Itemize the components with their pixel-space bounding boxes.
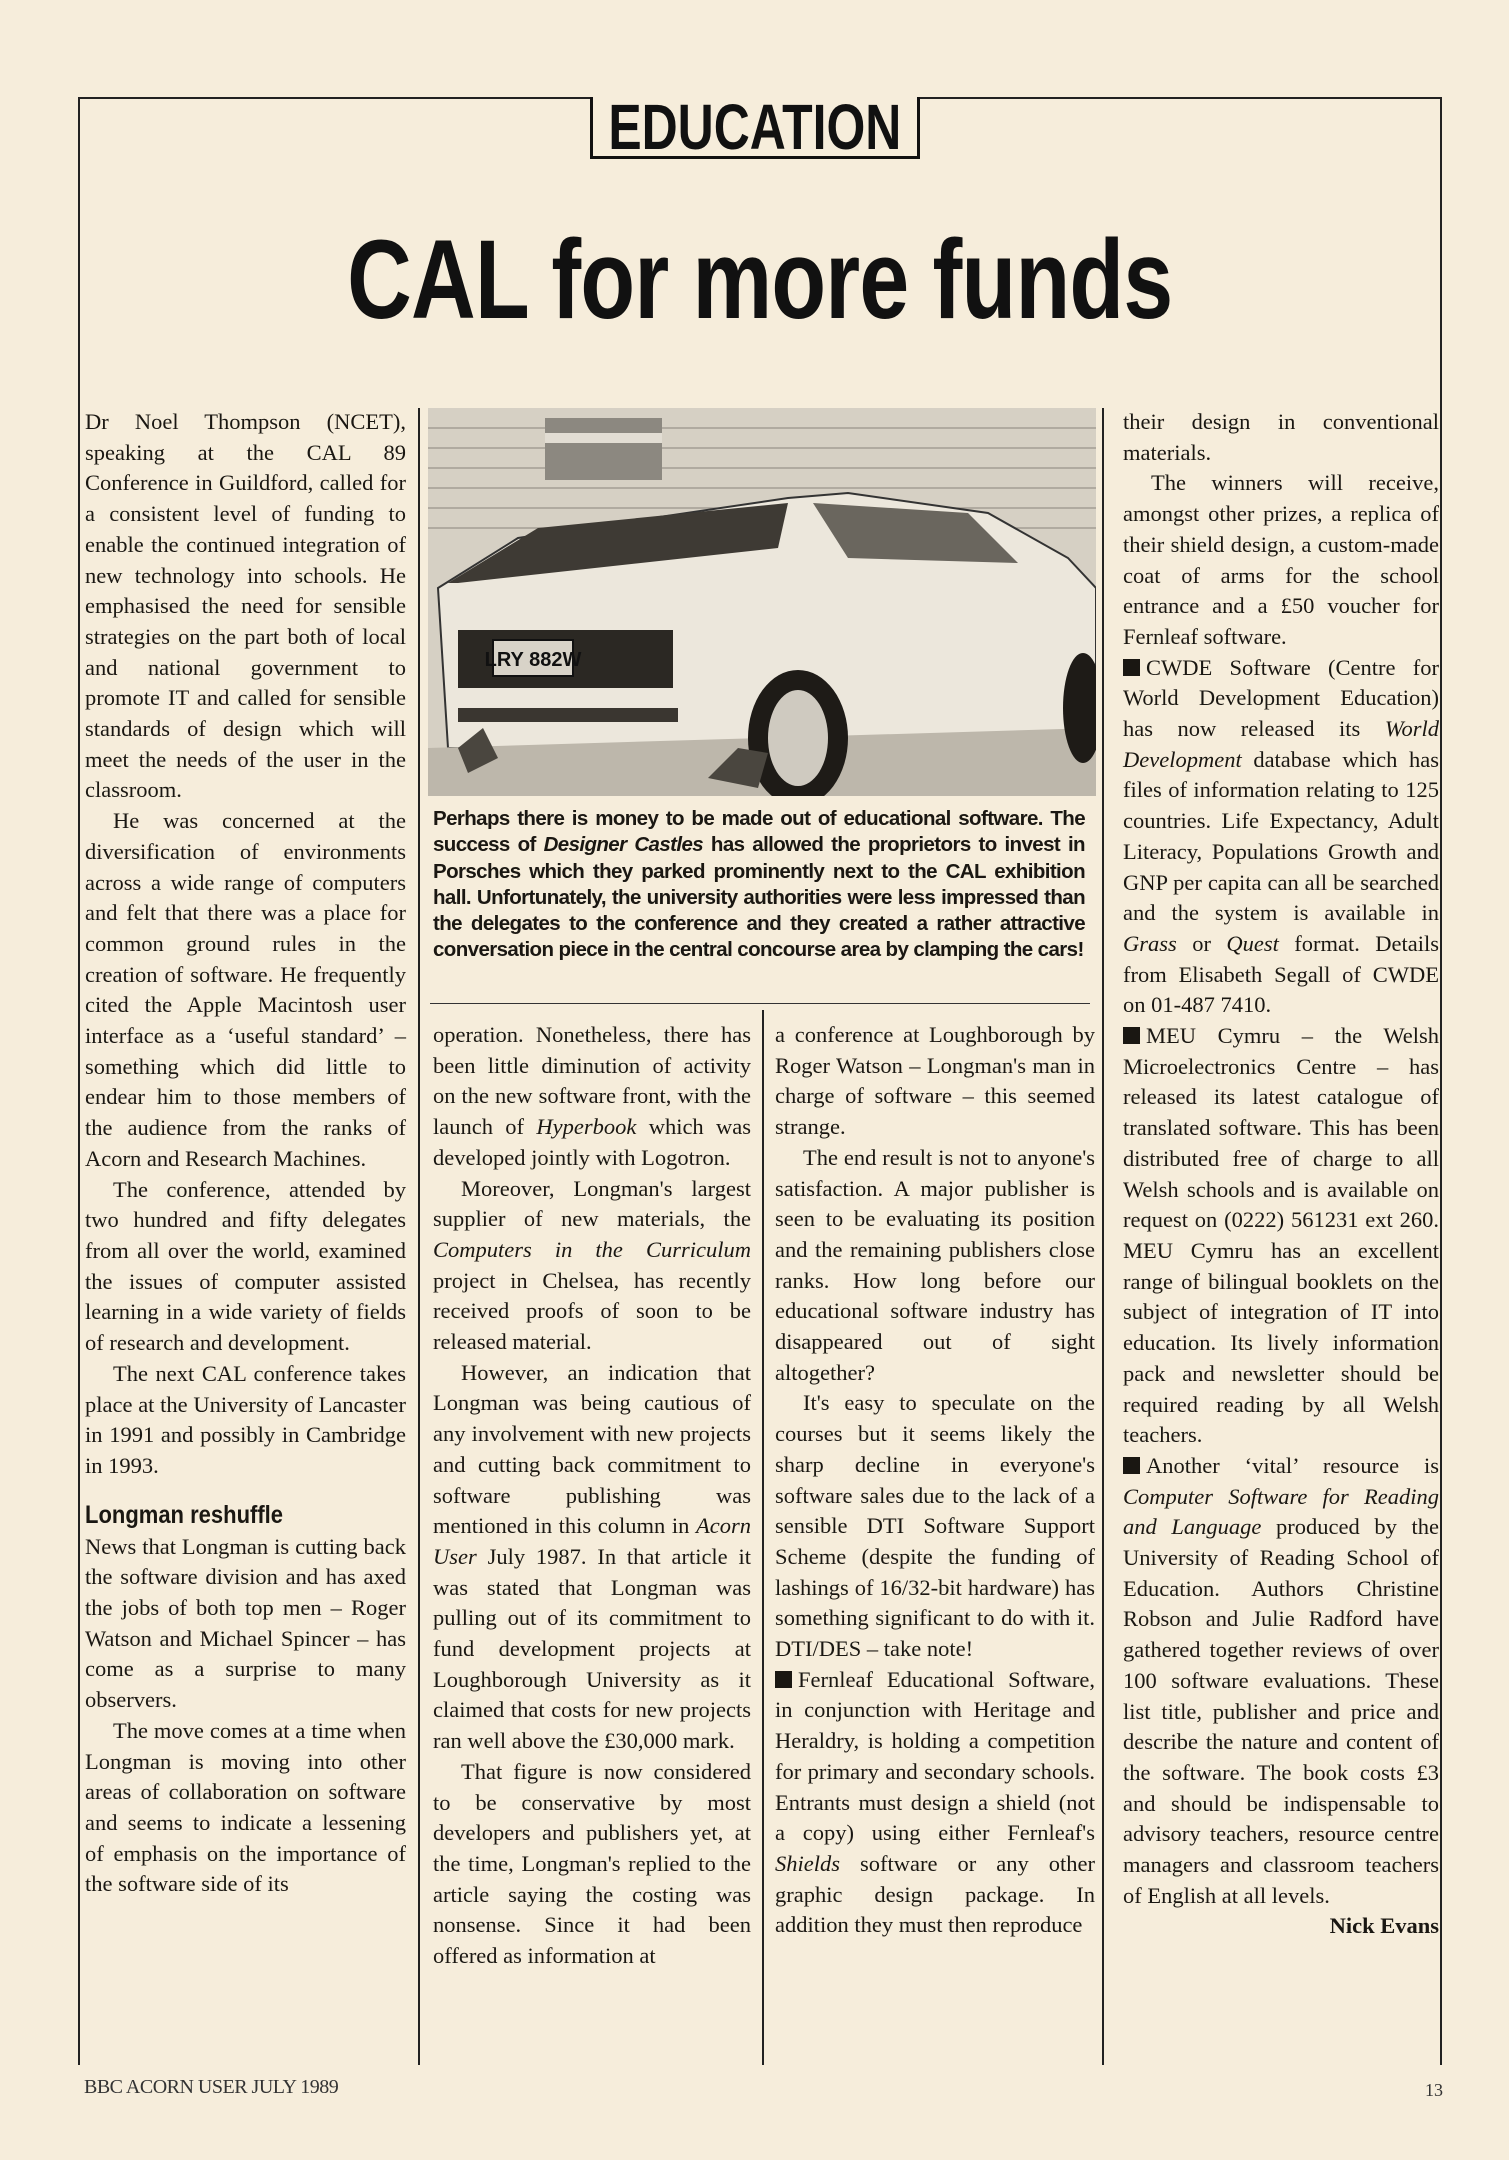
- text-run: He was concerned at the diversification of environments across a wide range of computers and felt that there was a place for common ground rules in the creation of software. He frequently cited the Apple Macintosh user interface as a ‘useful standard’ – something which did little to endear him to those members of the audience from the ranks of Acorn and Research Machines.: [85, 808, 406, 1171]
- text-run: MEU Cymru – the Welsh Microelectronics Centre – has released its latest catalogue of translated software. This has been distributed free of charge to all Welsh schools and is available on request on (0222) 561231 ext 260. MEU Cymru has an excellent range of bilingual booklets on the subject of integration of IT into education. Its lively information pack and newsletter should be required reading by all Welsh teachers.: [1123, 1023, 1439, 1448]
- text-run: database which has files of information relating to 125 countries. Life Expectancy, Adult Literacy, Populations Growth and GNP per capita can all be searched and the system is available in: [1123, 746, 1439, 926]
- text-run: That figure is now considered to be conservative by most developers and publishers yet, at the time, Longman's replied to the article saying the costing was nonsense. Since it had been offered as information at: [433, 1758, 751, 1969]
- page-number: 13: [1425, 2080, 1443, 2100]
- author-byline: [1123, 1911, 1439, 1942]
- text-run: The winners will receive, amongst other prizes, a replica of their shield design, a custom-made coat of arms for the school entrance and a £50 voucher for Fernleaf software.: [1123, 470, 1439, 649]
- column-divider: [418, 408, 420, 2065]
- text-run: The end result is not to anyone's satisfaction. A major publisher is seen to be evaluating its position and the remaining publishers close ranks. How long before our educational software industry has disappeared out of sight altogether?: [775, 1144, 1095, 1385]
- photo-clamped-porsche: [428, 408, 1096, 796]
- text-run: The conference, attended by two hundred and fifty delegates from all over the world, examined the issues of computer assisted learning in a wide variety of fields of research and development.: [85, 1176, 406, 1356]
- italic-title: World Development: [1123, 716, 1439, 772]
- paragraph: [1123, 653, 1439, 1021]
- text-run: July 1987. In that article it was stated that Longman was pulling out of its commitment to fund development projects at Loughborough University as it claimed that costs for new projects ran well above the £30,000 mark.: [433, 1543, 751, 1754]
- text-run: Longman reshuffle: [85, 1500, 284, 1529]
- italic-title: Shields: [775, 1850, 840, 1876]
- text-run: Fernleaf Educational Software, in conjunction with Heritage and Heraldry, is holding a competition for primary and secondary schools. Entrants must design a shield (not a copy) using either Fernleaf's: [775, 1666, 1095, 1846]
- paragraph: [775, 1388, 1095, 1664]
- column-divider: [762, 1010, 764, 2065]
- text-run: CWDE Software (Centre for World Development Education) has now released its: [1123, 654, 1439, 742]
- paragraph: [1123, 407, 1439, 468]
- text-run: News that Longman is cutting back the software division and has axed the jobs of both top men – Roger Watson and Michael Spincer – has come as a surprise to many observers.: [85, 1533, 406, 1713]
- paragraph: [1123, 1451, 1439, 1912]
- headline: [78, 215, 1441, 344]
- paragraph: [85, 407, 406, 806]
- italic-title: Hyperbook: [536, 1114, 637, 1140]
- paragraph: [775, 1665, 1095, 1941]
- paragraph: [85, 1532, 406, 1716]
- text-run: Dr Noel Thompson (NCET), speaking at the CAL 89 Conference in Guildford, called for a consistent level of funding to enable the continued integration of new technology into schools. He emphasised the need for sensible strategies on the part both of local and national government to promote IT and called for sensible standards of design which will meet the needs of the user in the classroom.: [85, 409, 406, 803]
- photo-caption: [433, 806, 1085, 964]
- paragraph: [85, 806, 406, 1174]
- text-run: Perhaps there is money to be made out of educational software. The success of: [433, 807, 1085, 857]
- article-column-4: [1123, 407, 1439, 1942]
- caption-rule: [430, 1003, 1090, 1004]
- paragraph: [433, 1757, 751, 1972]
- text-run: a conference at Loughborough by Roger Watson – Longman's man in charge of software – this seemed strange.: [775, 1022, 1095, 1140]
- text-run: format. Details from Elisabeth Segall of CWDE on 01-487 7410.: [1123, 930, 1439, 1018]
- italic-title: Quest: [1226, 930, 1279, 956]
- paragraph: [433, 1174, 751, 1358]
- italic-title: Acorn User: [433, 1513, 751, 1569]
- text-run: software or any other graphic design package. In addition they must then reproduce: [775, 1850, 1095, 1938]
- paragraph: [85, 1716, 406, 1900]
- paragraph: [1123, 468, 1439, 652]
- text-run: It's easy to speculate on the courses but it seems likely the sharp decline in everyone's software sales due to the lack of a sensible DTI Software Support Scheme (despite the funding of lashings of 16/32-bit hardware) has something significant to do with it. DTI/DES – take note!: [775, 1390, 1095, 1662]
- frame-right-rule: [1440, 97, 1442, 2065]
- square-bullet-icon: [1123, 1027, 1140, 1044]
- paragraph: [775, 1020, 1095, 1143]
- frame-left-rule: [78, 97, 80, 2065]
- text-run: has allowed the proprietors to invest in Porsches which they parked prominently next to the CAL exhibition hall. Unfortunately, the university authorities were less impressed than the delegates to the conference and they created a rather attractive conversation piece in the central concourse area by clamping the cars!: [433, 833, 1085, 962]
- paragraph: [433, 1020, 751, 1174]
- publication-footer: BBC ACORN USER JULY 1989: [84, 2076, 339, 2098]
- text-run: However, an indication that Longman was being cautious of any involvement with new projects and cutting back commitment to software publishing was mentioned in this column in: [433, 1359, 751, 1539]
- text-run: Another ‘vital’ resource is: [1146, 1452, 1439, 1478]
- paragraph: [775, 1143, 1095, 1389]
- section-label-text: EDUCATION: [608, 90, 902, 163]
- paragraph: [85, 1359, 406, 1482]
- text-run: Nick Evans: [1329, 1913, 1439, 1939]
- square-bullet-icon: [1123, 1457, 1140, 1474]
- paragraph: [85, 1175, 406, 1359]
- text-run: project in Chelsea, has recently received proofs of soon to be released material.: [433, 1267, 751, 1355]
- column-divider: [1102, 408, 1104, 2065]
- section-label: [590, 90, 920, 163]
- square-bullet-icon: [1123, 659, 1140, 676]
- article-column-3: [775, 1020, 1095, 1941]
- italic-title: Computers in the Curriculum: [433, 1236, 751, 1262]
- sign-board: [545, 418, 662, 480]
- text-run: or: [1176, 930, 1227, 956]
- paragraph: [1123, 1021, 1439, 1451]
- text-run: The move comes at a time when Longman is moving into other areas of collaboration on software and seems to indicate a lessening of emphasis on the importance of the software side of its: [85, 1717, 406, 1897]
- article-column-2: [433, 1020, 751, 1972]
- text-run: produced by the University of Reading School of Education. Authors Christine Robson and Julie Radford have gathered together reviews of over 100 software evaluations. These list title, publisher and price and describe the nature and content of the software. The book costs £3 and should be indispensable to advisory teachers, resource centre managers and classroom teachers of English at all levels.: [1123, 1514, 1439, 1908]
- article-column-1: [85, 407, 406, 1900]
- headline-text: CAL for more funds: [346, 217, 1173, 342]
- text-run: The next CAL conference takes place at the University of Lancaster in 1991 and possibly in Cambridge in 1993.: [85, 1360, 406, 1478]
- text-run: which was developed jointly with Logotron.: [433, 1114, 752, 1170]
- italic-title: Designer Castles: [543, 833, 704, 857]
- italic-title: Computer Software for Reading and Language: [1123, 1483, 1439, 1540]
- square-bullet-icon: [775, 1671, 792, 1688]
- italic-title: Grass: [1123, 930, 1177, 956]
- license-plate: LRY 882W: [484, 649, 582, 671]
- text-run: their design in conventional materials.: [1123, 409, 1439, 465]
- subheading: [85, 1498, 367, 1532]
- paragraph: [433, 1358, 751, 1757]
- text-run: operation. Nonetheless, there has been little diminution of activity on the new software front, with the launch of: [433, 1022, 751, 1140]
- text-run: Moreover, Longman's largest supplier of new materials, the: [433, 1175, 751, 1232]
